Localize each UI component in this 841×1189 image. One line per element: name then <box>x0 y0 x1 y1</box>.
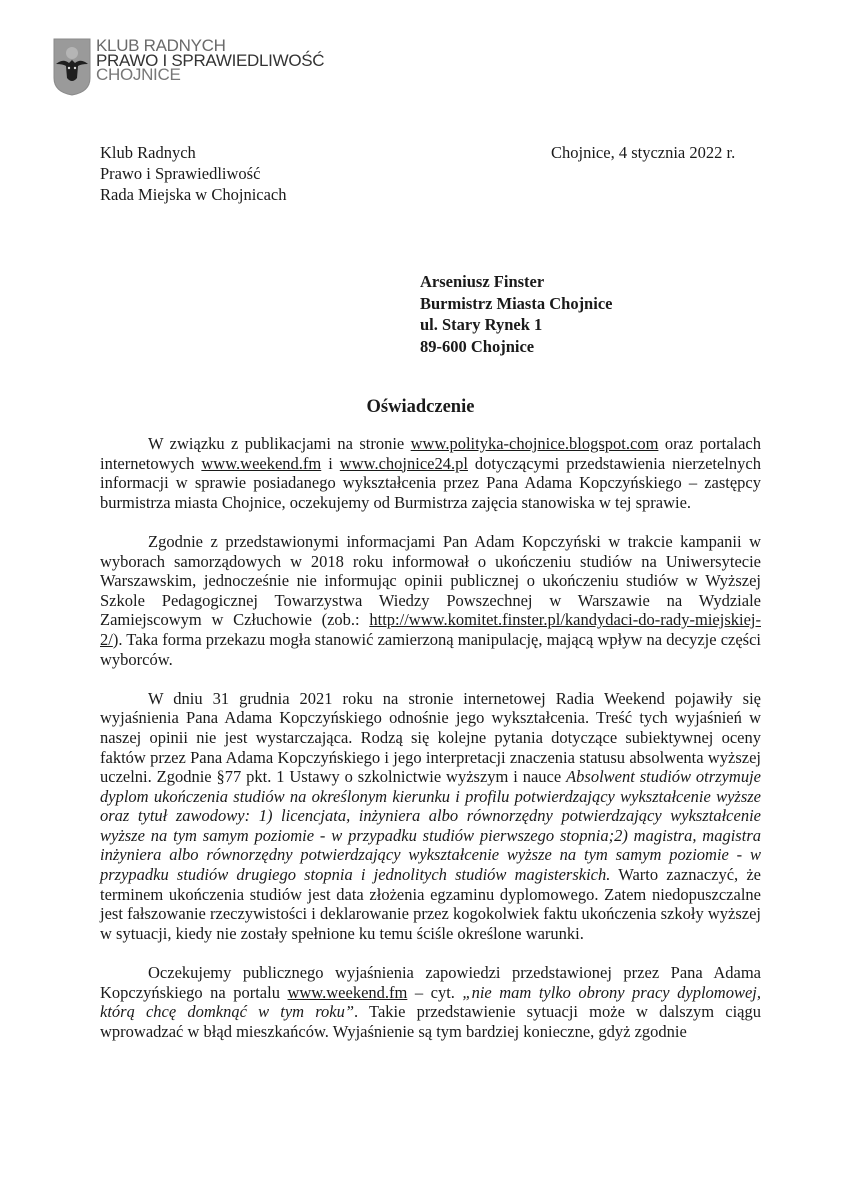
letterhead-line-1: KLUB RADNYCH <box>96 36 226 55</box>
document-title: Oświadczenie <box>366 397 475 417</box>
paragraph-text: i <box>321 453 340 473</box>
citation-quote: „nie mam tylko obrony pracy dyplomowej, którą chcę domknąć w tym roku” <box>100 982 761 1022</box>
paragraph-text: Oczekujemy publicznego wyjaśnienia zapowiedzi przedstawionej przez Pana Adama Kopczyńskiego na portalu <box>100 963 761 1002</box>
link-weekend-fm-2[interactable]: www.weekend.fm <box>287 982 408 1002</box>
link-polityka-chojnice[interactable]: www.polityka-chojnice.blogspot.com <box>410 434 659 453</box>
recipient-city: 89-600 Chojnice <box>420 336 535 356</box>
recipient-street: ul. Stary Rynek 1 <box>420 315 543 334</box>
letterhead-line-2: PRAWO I SPRAWIEDLIWOŚĆ <box>96 50 325 70</box>
letterhead-line-3: CHOJNICE <box>96 65 181 84</box>
link-komitet-finster[interactable]: http://www.komitet.finster.pl/kandydaci-do-rady-miejskiej-2/ <box>100 610 761 649</box>
paragraph-text: oraz portalach internetowych <box>100 434 761 473</box>
paragraph-text: – cyt. <box>407 982 463 1002</box>
paragraph-text: . Takie przedstawienie sytuacji może w dalszym ciągu wprowadzać w błąd mieszkańców. Wyjaśnienie są tym bardziej konieczne, gdyż zgodnie <box>100 1002 761 1041</box>
paragraph-text: Warto zaznaczyć, że terminem ukończenia studiów jest data złożenia egzaminu dyplomowego. Zatem niedopuszczalne jest fałszowanie rzeczywistości i deklarowanie przez kogokolwiek faktu ukończenia szkoły wyższej w sytuacji, kiedy nie zostały spełnione ku temu ściśle określone warunki. <box>100 865 761 943</box>
letterhead-logo <box>53 38 324 96</box>
sender-line-1: Klub Radnych <box>100 143 196 162</box>
recipient-name: Arseniusz Finster <box>420 272 545 291</box>
letter-date: Chojnice, 4 stycznia 2022 r. <box>551 143 736 162</box>
paragraph-1 <box>100 434 761 512</box>
paragraph-text: Zgodnie z przedstawionymi informacjami Pan Adam Kopczyński w trakcie kampanii w wyborach samorządowych w 2018 roku informował o ukończeniu studiów na Uniwersytecie Warszawskim, jednocześnie nie informując opinii publicznej o ukończeniu studiów w Wyższej Szkole Pedagogicznej Towarzystwa Wiedzy Powszechnej w Warszawie na Wydziale Zamiejscowym w Człuchowie (zob.: <box>100 531 761 630</box>
recipient-block <box>420 271 612 357</box>
paragraph-text: W dniu 31 grudnia 2021 roku na stronie internetowej Radia Weekend pojawiły się wyjaśnienia Pana Adama Kopczyńskiego odnośnie jego wykształcenia. Treść tych wyjaśnień w naszej opinii nie jest wystarczająca. Rodzą się kolejne pytania dotyczące subiektywnej oceny faktów przez Pana Adama Kopczyńskiego i jego interpretacji znaczenia statusu absolwenta wyższej uczelni. Zgodnie §77 pkt. 1 Ustawy o szkolnictwie wyższym i nauce <box>100 688 761 787</box>
document-body <box>100 434 761 1061</box>
paragraph-2 <box>100 532 761 669</box>
sender-block <box>100 142 287 205</box>
statute-quote: Absolwent studiów otrzymuje dyplom ukończenia studiów na określonym kierunku i profilu potwierdzający wykształcenie wyższe oraz tytuł zawodowy: 1) licencjata, inżyniera albo równorzędny potwierdzający wykształcenie wyższe na tym samym poziomie - w przypadku studiów pierwszego stopnia;2) magistra, magistra inżyniera albo równorzędny potwierdzający wykształcenie wyższe na tym samym poziomie - w przypadku studiów drugiego stopnia i jednolitych studiów magisterskich. <box>100 767 762 885</box>
sender-line-3: Rada Miejska w Chojnicach <box>100 185 287 204</box>
link-weekend-fm[interactable]: www.weekend.fm <box>201 453 322 473</box>
sender-line-2: Prawo i Sprawiedliwość <box>100 164 261 183</box>
paragraph-text: ). Taka forma przekazu mogła stanowić zamierzoną manipulację, mającą wpływ na decyzje części wyborców. <box>100 629 761 669</box>
paragraph-text: W związku z publikacjami na stronie <box>148 434 411 453</box>
link-chojnice24[interactable]: www.chojnice24.pl <box>339 453 468 473</box>
recipient-title: Burmistrz Miasta Chojnice <box>420 293 613 313</box>
paragraph-3 <box>100 689 761 944</box>
paragraph-4 <box>100 963 761 1041</box>
paragraph-text: dotyczącymi przedstawienia nierzetelnych informacji w sprawie posiadanego wykształcenia przez Pana Adama Kopczyńskiego – zastępcy burmistrza miasta Chojnice, oczekujemy od Burmistrza zajęcia stanowiska w tej sprawie. <box>100 453 761 512</box>
coat-of-arms-icon <box>53 38 91 96</box>
